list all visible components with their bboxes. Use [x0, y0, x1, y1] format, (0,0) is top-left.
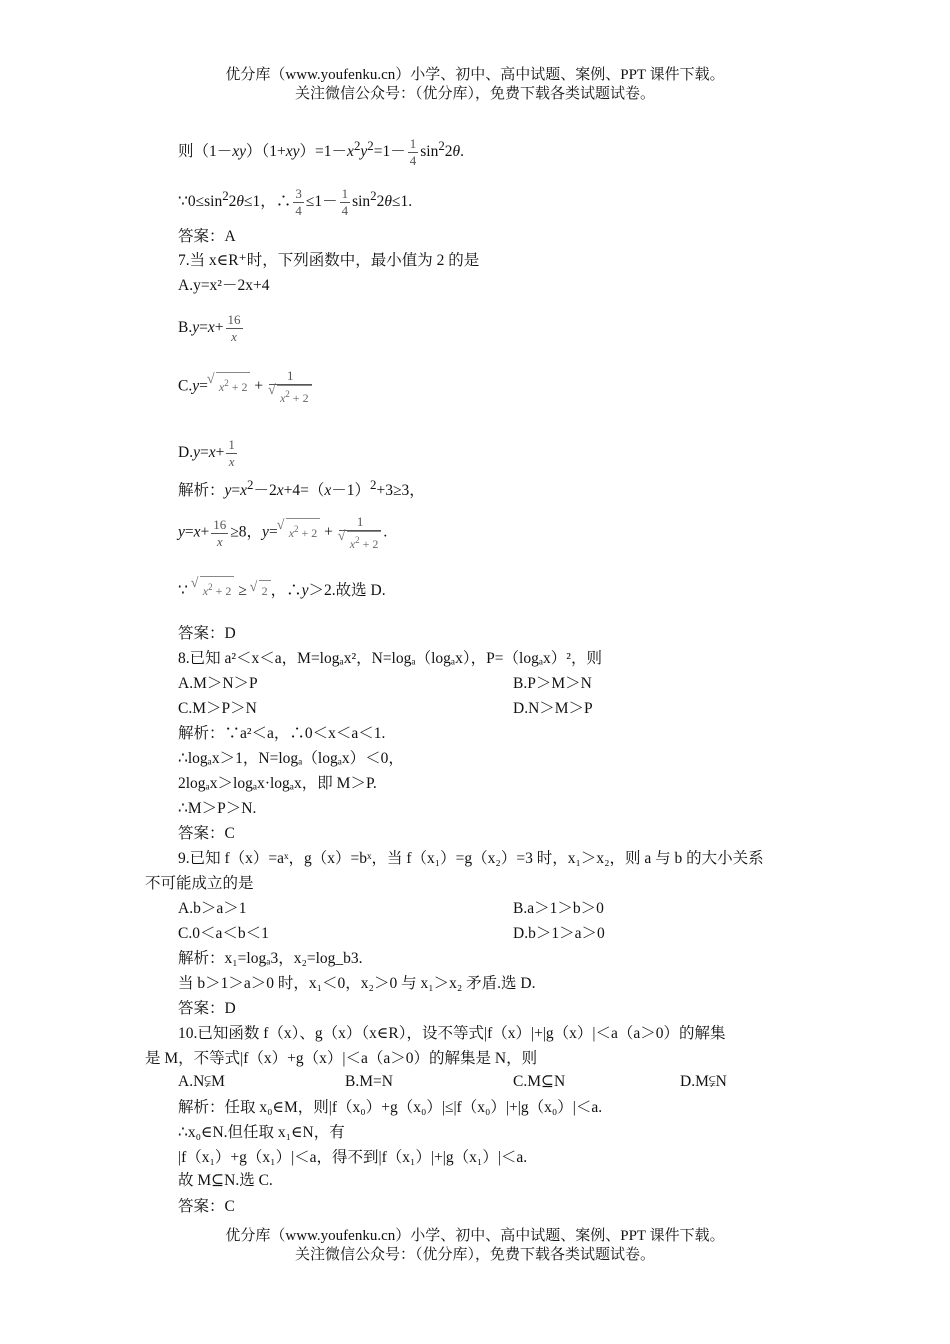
- q8-solution-1: 解析：∵a²＜a，∴0＜x＜a＜1.: [178, 725, 386, 742]
- q10-stem-1: 10.已知函数 f（x）、g（x）（x∈R），设不等式|f（x）|+|g（x）|＜a（a＞0）的解集: [178, 1025, 726, 1042]
- q7-solution-1: 解析：$y=x^2-2x+4=(x-1)^2+3\ge 3$，: [178, 477, 425, 500]
- q7-option-d: D.y=x+ $\frac{1}{x}$: [178, 437, 235, 469]
- q7-solution-2: y=x+ $\frac{16}{x}$ ≥8，y=√ $x^2 + 2$ + 1 √ $x^2 + 2$ .: [178, 514, 387, 552]
- p6-line-2: $\because 0\le\sin^22\theta\le 1$，∴ $\frac{3}{4}$ ≤1－ $\frac{1}{4}$ $\sin^22\theta\le 1$.: [178, 186, 413, 219]
- q10-answer: 答案：C: [178, 1198, 235, 1215]
- q9-option-c: C.0＜a＜b＜1: [178, 925, 269, 942]
- q8-option-b: B.P＞M＞N: [513, 675, 592, 692]
- q10-solution-2: ∴x₀∈N.但任取 x₁∈N，有: [178, 1124, 345, 1141]
- q10-option-c: C.M⊆N: [513, 1073, 566, 1090]
- q8-solution-2: ∴logₐx＞1，N=logₐ（logₐx）＜0，: [178, 750, 404, 767]
- q10-stem-2: 是 M，不等式|f（x）+g（x）|＜a（a＞0）的解集是 N，则: [145, 1050, 538, 1067]
- q10-solution-4: 故 M⊆N.选 C.: [178, 1172, 273, 1189]
- q9-solution-2: 当 b＞1＞a＞0 时，x₁＜0，x₂＞0 与 x₁＞x₂ 矛盾.选 D.: [178, 975, 536, 992]
- header-line-1: 优分库（www.youfenku.cn）小学、初中、高中试题、案例、PPT 课件下载。: [225, 67, 725, 83]
- q7-option-b: B.y=x+ $\frac{16}{x}$: [178, 312, 241, 344]
- page-header: [0, 66, 950, 104]
- q8-stem: 8.已知 a²＜x＜a，M=logₐx²，N=logₐ（logₐx），P=（logₐx）²，则: [178, 650, 602, 667]
- q10-option-b: B.M=N: [345, 1073, 393, 1090]
- footer-line-2: 关注微信公众号：（优分库），免费下载各类试题试卷。: [294, 1247, 655, 1263]
- q9-option-a: A.b＞a＞1: [178, 900, 247, 917]
- q10-solution-1: 解析：任取 x₀∈M，则|f（x₀）+g（x₀）|≤|f（x₀）|+|g（x₀）|＜a.: [178, 1099, 603, 1116]
- q10-option-d: D.M⫋N: [680, 1073, 727, 1090]
- q8-option-d: D.N＞M＞P: [513, 700, 593, 717]
- q9-stem-2: 不可能成立的是: [145, 875, 254, 892]
- p6-line-1: 则$(1-xy)(1+xy)=1-x^2y^2=1-$ $\frac{1}{4}$ $\sin^22\theta$.: [178, 136, 465, 169]
- q7-stem: 7.当 x∈R⁺时，下列函数中，最小值为 2 的是: [178, 252, 480, 269]
- q9-stem-1: 9.已知 f（x）=aˣ，g（x）=bˣ，当 f（x₁）=g（x₂）=3 时，x₁＞x₂，则 a 与 b 的大小关系: [178, 850, 764, 867]
- footer-line-1: 优分库（www.youfenku.cn）小学、初中、高中试题、案例、PPT 课件下载。: [225, 1228, 725, 1244]
- q8-answer: 答案：C: [178, 825, 235, 842]
- q8-solution-4: ∴M＞P＞N.: [178, 800, 257, 817]
- q10-solution-3: |f（x₁）+g（x₁）|＜a，得不到|f（x₁）|+|g（x₁）|＜a.: [178, 1149, 528, 1166]
- q8-option-c: C.M＞P＞N: [178, 700, 257, 717]
- q7-option-c: C.y=√ $x^2 + 2$ + 1 √ $x^2 + 2$: [178, 368, 314, 406]
- q8-option-a: A.M＞N＞P: [178, 675, 258, 692]
- q9-option-d: D.b＞1＞a＞0: [513, 925, 605, 942]
- q10-option-a: A.N⫋M: [178, 1073, 225, 1090]
- q7-answer: 答案：D: [178, 625, 236, 642]
- q7-solution-3: ∵ √ $x^2 + 2$ ≥ √ 2 ，∴y＞2.故选 D.: [178, 576, 386, 601]
- q9-solution-1: 解析：x₁=logₐ3，x₂=log_b3.: [178, 950, 363, 967]
- header-line-2: 关注微信公众号：（优分库），免费下载各类试题试卷。: [294, 86, 655, 102]
- p6-answer: 答案：A: [178, 228, 236, 245]
- q7-option-a: A.y=x²－2x+4: [178, 277, 270, 294]
- q9-answer: 答案：D: [178, 1000, 236, 1017]
- page-footer: [0, 1227, 950, 1265]
- q9-option-b: B.a＞1＞b＞0: [513, 900, 604, 917]
- q8-solution-3: 2logₐx＞logₐx·logₐx，即 M＞P.: [178, 775, 377, 792]
